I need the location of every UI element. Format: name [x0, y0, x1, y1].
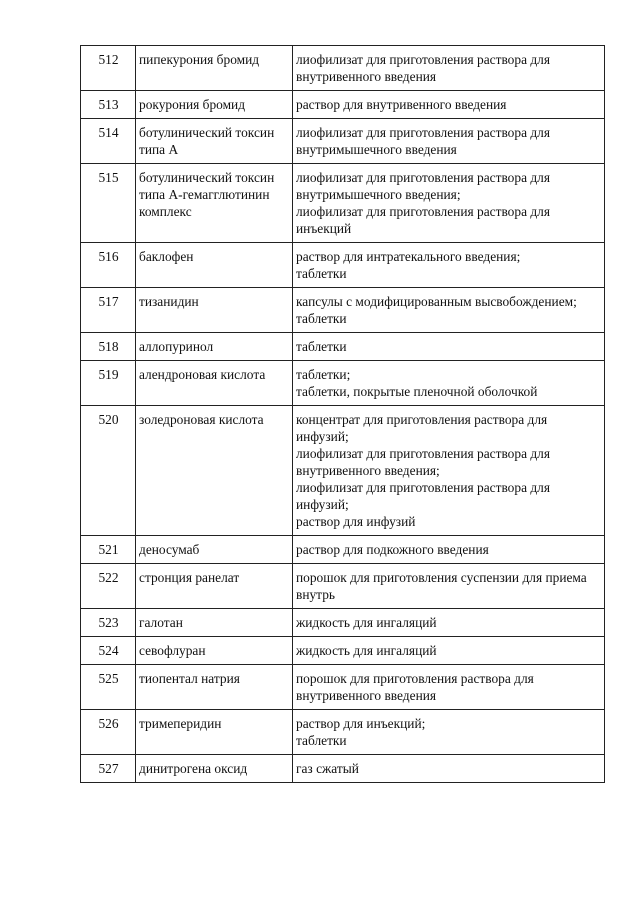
row-number: 512 [81, 46, 136, 91]
dosage-form-line: таблетки, покрытые пленочной оболочкой [296, 384, 538, 399]
table-row [81, 406, 605, 536]
dosage-forms [293, 609, 605, 637]
dosage-forms [293, 164, 605, 243]
dosage-form-line: капсулы с модифицированным высвобождением; [296, 294, 577, 309]
dosage-form-line: таблетки; [296, 367, 351, 382]
dosage-form-line: раствор для внутривенного введения [296, 97, 507, 112]
dosage-forms [293, 564, 605, 609]
row-number: 526 [81, 710, 136, 755]
dosage-form-line: лиофилизат для приготовления раствора для инфузий; [296, 480, 551, 512]
dosage-form-line: раствор для подкожного введения [296, 542, 489, 557]
drug-name: стронция ранелат [136, 564, 293, 609]
dosage-form-line: раствор для интратекального введения; [296, 249, 521, 264]
row-number: 524 [81, 637, 136, 665]
dosage-form-line: лиофилизат для приготовления раствора для внутривенного введения; [296, 446, 551, 478]
drug-table [80, 45, 605, 783]
dosage-form-line: порошок для приготовления суспензии для приема внутрь [296, 570, 587, 602]
table-row [81, 536, 605, 564]
dosage-forms [293, 119, 605, 164]
table-row [81, 119, 605, 164]
drug-name: ботулинический токсин типа A-гемагглютинин комплекс [136, 164, 293, 243]
table-row [81, 164, 605, 243]
row-number: 514 [81, 119, 136, 164]
drug-name: аллопуринол [136, 333, 293, 361]
table-row [81, 288, 605, 333]
dosage-form-line: лиофилизат для приготовления раствора для инъекций [296, 204, 551, 236]
table-row [81, 564, 605, 609]
table-row [81, 665, 605, 710]
drug-name: ботулинический токсин типа A [136, 119, 293, 164]
drug-name: рокурония бромид [136, 91, 293, 119]
dosage-forms [293, 46, 605, 91]
table-row [81, 637, 605, 665]
drug-name: золедроновая кислота [136, 406, 293, 536]
drug-name: пипекурония бромид [136, 46, 293, 91]
row-number: 518 [81, 333, 136, 361]
dosage-forms [293, 536, 605, 564]
table-row [81, 243, 605, 288]
dosage-forms [293, 361, 605, 406]
dosage-forms [293, 710, 605, 755]
table-row [81, 361, 605, 406]
drug-name: баклофен [136, 243, 293, 288]
drug-name: тиопентал натрия [136, 665, 293, 710]
dosage-forms [293, 665, 605, 710]
dosage-forms [293, 406, 605, 536]
dosage-form-line: жидкость для ингаляций [296, 615, 437, 630]
dosage-forms [293, 288, 605, 333]
dosage-form-line: лиофилизат для приготовления раствора для внутривенного введения [296, 52, 551, 84]
row-number: 519 [81, 361, 136, 406]
table-row [81, 91, 605, 119]
dosage-form-line: таблетки [296, 311, 347, 326]
dosage-form-line: раствор для инфузий [296, 514, 416, 529]
table-row [81, 755, 605, 783]
dosage-form-line: порошок для приготовления раствора для внутривенного введения [296, 671, 534, 703]
table-row [81, 333, 605, 361]
row-number: 527 [81, 755, 136, 783]
dosage-form-line: газ сжатый [296, 761, 359, 776]
drug-name: деносумаб [136, 536, 293, 564]
dosage-forms [293, 637, 605, 665]
row-number: 522 [81, 564, 136, 609]
drug-name: галотан [136, 609, 293, 637]
row-number: 515 [81, 164, 136, 243]
dosage-form-line: концентрат для приготовления раствора для инфузий; [296, 412, 548, 444]
drug-name: динитрогена оксид [136, 755, 293, 783]
dosage-forms [293, 755, 605, 783]
dosage-form-line: жидкость для ингаляций [296, 643, 437, 658]
drug-name: тримеперидин [136, 710, 293, 755]
dosage-form-line: раствор для инъекций; [296, 716, 426, 731]
table-row [81, 609, 605, 637]
drug-name: тизанидин [136, 288, 293, 333]
dosage-form-line: лиофилизат для приготовления раствора для внутримышечного введения; [296, 170, 551, 202]
row-number: 520 [81, 406, 136, 536]
table-row [81, 46, 605, 91]
drug-name: алендроновая кислота [136, 361, 293, 406]
row-number: 523 [81, 609, 136, 637]
row-number: 517 [81, 288, 136, 333]
row-number: 516 [81, 243, 136, 288]
dosage-forms [293, 333, 605, 361]
dosage-forms [293, 91, 605, 119]
dosage-form-line: лиофилизат для приготовления раствора для внутримышечного введения [296, 125, 551, 157]
drug-name: севофлуран [136, 637, 293, 665]
dosage-forms [293, 243, 605, 288]
dosage-form-line: таблетки [296, 339, 347, 354]
table-row [81, 710, 605, 755]
dosage-form-line: таблетки [296, 733, 347, 748]
row-number: 521 [81, 536, 136, 564]
table-body [81, 46, 605, 783]
row-number: 513 [81, 91, 136, 119]
dosage-form-line: таблетки [296, 266, 347, 281]
row-number: 525 [81, 665, 136, 710]
